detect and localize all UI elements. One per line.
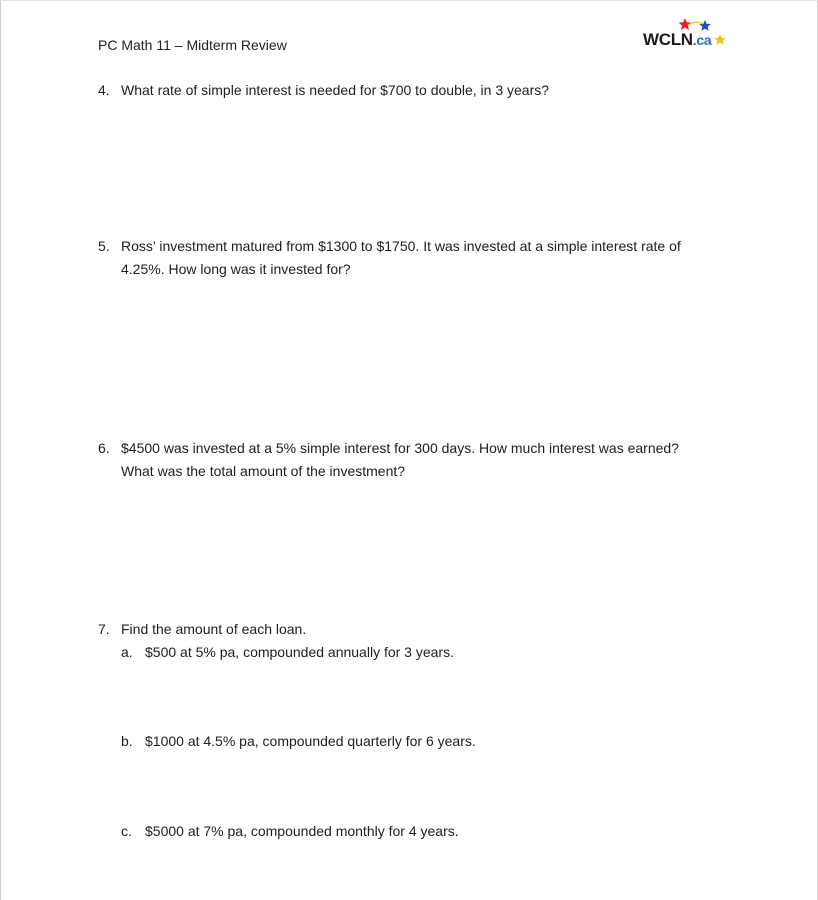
page-edge-left	[0, 0, 1, 900]
part-letter: b.	[121, 733, 133, 749]
page-title: PC Math 11 – Midterm Review	[98, 37, 287, 53]
question-text-line-1: $4500 was invested at a 5% simple interest for 300 days. How much interest was earned?	[121, 440, 679, 456]
question-7-part-c	[121, 820, 459, 843]
question-number: 6.	[98, 440, 110, 456]
question-7-part-a	[121, 641, 454, 664]
page-edge-top	[0, 0, 818, 1]
part-text: $5000 at 7% pa, compounded monthly for 4 years.	[145, 823, 459, 839]
part-text: $1000 at 4.5% pa, compounded quarterly for 6 years.	[145, 733, 476, 749]
question-text-line-1: Ross’ investment matured from $1300 to $1750. It was invested at a simple interest rate of	[121, 238, 681, 254]
question-text: What rate of simple interest is needed for $700 to double, in 3 years?	[121, 82, 550, 98]
question-text-line-2: What was the total amount of the investment?	[121, 463, 406, 479]
question-number: 7.	[98, 621, 110, 637]
question-number: 4.	[98, 82, 110, 98]
question-7-part-b	[121, 730, 476, 753]
part-letter: a.	[121, 644, 133, 660]
question-number: 5.	[98, 238, 110, 254]
question-text: Find the amount of each loan.	[121, 621, 307, 637]
logo-suffix: .ca	[692, 32, 712, 48]
logo-text: WCLN.ca	[643, 30, 712, 49]
wcln-logo	[643, 16, 727, 52]
question-text-line-2: 4.25%. How long was it invested for?	[121, 261, 351, 277]
part-text: $500 at 5% pa, compounded annually for 3 years.	[145, 644, 454, 660]
part-letter: c.	[121, 823, 132, 839]
